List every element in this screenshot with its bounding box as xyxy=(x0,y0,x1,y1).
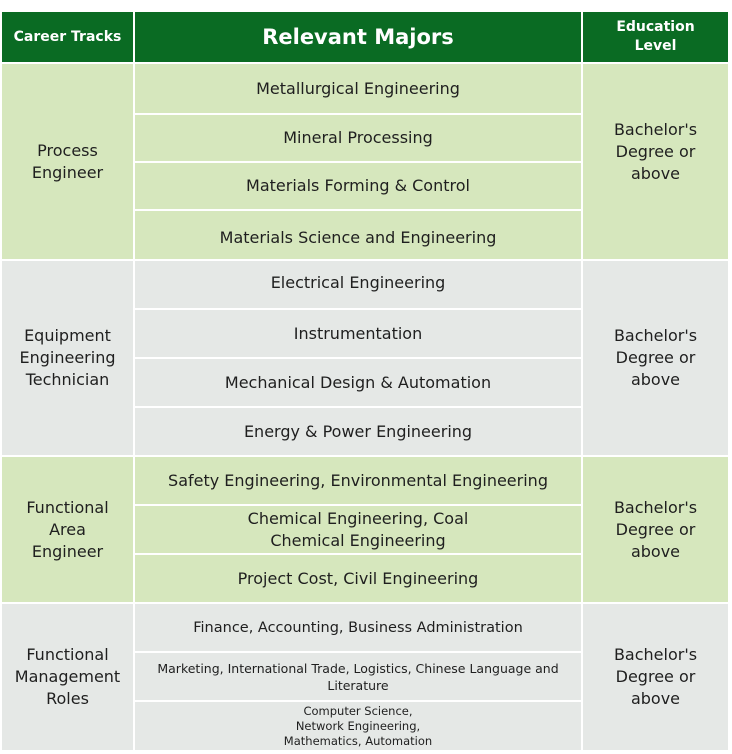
major-text: Network Engineering, xyxy=(295,718,421,733)
major-row xyxy=(135,209,581,259)
major-row xyxy=(135,308,581,357)
education-level-cell xyxy=(583,604,728,750)
header-education-line: Education xyxy=(616,19,695,36)
major-row xyxy=(135,64,581,113)
career-track-line: Functional xyxy=(26,497,109,517)
track-group-functional-management-roles xyxy=(2,602,728,750)
major-row xyxy=(135,553,581,602)
header-relevant-majors: Relevant Majors xyxy=(135,12,583,62)
major-text: Materials Forming & Control xyxy=(246,176,470,195)
major-row xyxy=(135,406,581,455)
education-line: Bachelor's xyxy=(613,119,698,139)
header-education-line: Level xyxy=(634,38,677,54)
major-text: Energy & Power Engineering xyxy=(243,421,473,441)
education-level-cell xyxy=(583,64,728,259)
major-text: Chemical Engineering, Coal xyxy=(247,508,469,528)
education-line: Degree or xyxy=(615,141,696,161)
major-text: Computer Science, xyxy=(303,703,413,718)
education-line: Degree or xyxy=(615,348,696,367)
major-text: Safety Engineering, Environmental Engineering xyxy=(168,470,548,490)
major-text: Mechanical Design & Automation xyxy=(224,372,492,392)
education-level-cell xyxy=(583,457,728,602)
career-track-line: Roles xyxy=(46,689,89,708)
career-track-line: Engineer xyxy=(31,162,104,182)
major-row xyxy=(135,357,581,406)
career-track-line: Technician xyxy=(25,370,110,389)
track-group-process-engineer xyxy=(2,62,728,259)
major-row xyxy=(135,261,581,308)
career-track-cell xyxy=(2,64,135,259)
major-text: Electrical Engineering xyxy=(270,272,446,292)
header-career-tracks: Career Tracks xyxy=(2,12,135,62)
career-track-line: Engineer xyxy=(31,541,104,561)
major-row xyxy=(135,161,581,209)
career-track-line: Area xyxy=(49,519,86,539)
major-text: Mathematics, Automation xyxy=(283,733,433,748)
majors-column xyxy=(135,457,583,602)
major-text: Marketing, International Trade, Logistics, Chinese Language and xyxy=(157,660,559,676)
track-group-equipment-engineering-technician xyxy=(2,259,728,455)
career-track-line: Engineering xyxy=(19,348,116,367)
career-track-cell xyxy=(2,604,135,750)
major-text: Materials Science and Engineering xyxy=(219,228,497,247)
major-text: Finance, Accounting, Business Administration xyxy=(193,619,523,636)
education-line: above xyxy=(630,163,681,183)
major-text: Chemical Engineering xyxy=(270,530,446,550)
major-text: Literature xyxy=(327,677,389,693)
education-line: Degree or xyxy=(615,519,696,539)
header-education-level xyxy=(583,12,728,62)
education-line: above xyxy=(630,541,681,561)
major-row xyxy=(135,113,581,161)
major-text: Instrumentation xyxy=(293,323,423,343)
education-line: above xyxy=(630,370,681,389)
education-line: Bachelor's xyxy=(613,645,698,664)
career-track-line: Process xyxy=(37,140,98,160)
major-row xyxy=(135,504,581,553)
major-row xyxy=(135,604,581,651)
career-track-cell xyxy=(2,457,135,602)
career-tracks-table xyxy=(2,12,728,750)
education-line: Bachelor's xyxy=(613,326,698,345)
education-line: Bachelor's xyxy=(613,497,698,517)
track-group-functional-area-engineer xyxy=(2,455,728,602)
major-row xyxy=(135,457,581,504)
career-track-line: Management xyxy=(14,667,121,686)
career-track-line: Equipment xyxy=(24,326,111,345)
education-line: Degree or xyxy=(615,667,696,686)
major-row xyxy=(135,700,581,750)
majors-column xyxy=(135,261,583,455)
major-text: Mineral Processing xyxy=(283,128,433,147)
education-line: above xyxy=(630,689,681,708)
major-text: Project Cost, Civil Engineering xyxy=(237,568,479,588)
education-level-cell xyxy=(583,261,728,455)
majors-column xyxy=(135,604,583,750)
table-header xyxy=(2,12,728,62)
major-text: Metallurgical Engineering xyxy=(256,78,460,98)
majors-column xyxy=(135,64,583,259)
career-track-line: Functional xyxy=(26,645,109,664)
career-track-cell xyxy=(2,261,135,455)
major-row xyxy=(135,651,581,700)
